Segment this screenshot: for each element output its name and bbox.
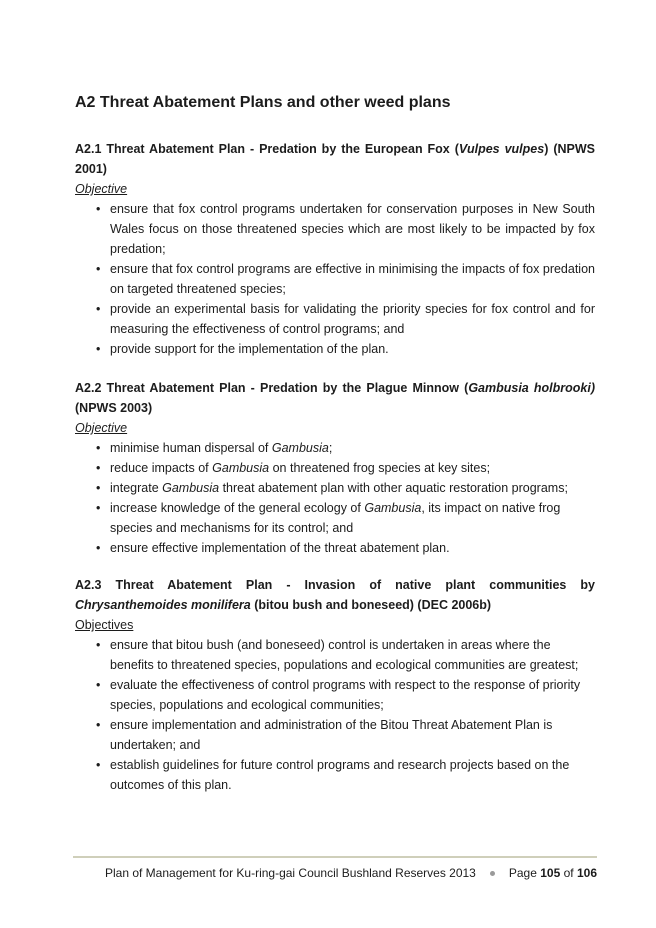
bullet-item bbox=[75, 339, 595, 359]
heading-text: (NPWS 2003) bbox=[75, 401, 153, 415]
species-name: Vulpes vulpes bbox=[458, 142, 545, 156]
bullet-item bbox=[75, 199, 595, 259]
bullet-text: ensure that bitou bush (and boneseed) control is undertaken in areas where the benefits to threatened species, populations and ecological communities are greatest; bbox=[110, 638, 579, 672]
bullet-text: evaluate the effectiveness of control programs with respect to the response of priority species, populations and ecological communities; bbox=[110, 678, 581, 712]
bullet-item bbox=[75, 478, 595, 498]
heading-text: (bitou bush and boneseed) (DEC 2006b) bbox=[250, 598, 492, 612]
page-label: Page bbox=[508, 866, 537, 880]
heading-text: A2.2 Threat Abatement Plan - Predation by the Plague Minnow ( bbox=[75, 381, 469, 395]
species-name: Gambusia bbox=[364, 501, 422, 515]
bullet-text: minimise human dispersal of bbox=[110, 441, 272, 455]
section-a2-1 bbox=[75, 139, 595, 359]
document-title: A2 Threat Abatement Plans and other weed plans bbox=[75, 94, 451, 111]
footer-source-text: Plan of Management for Ku-ring-gai Council Bushland Reserves 2013 bbox=[104, 866, 476, 880]
bullet-text: , its impact on native frog species and mechanisms for its control; and bbox=[110, 501, 561, 535]
bullet-item bbox=[75, 259, 595, 299]
section-a2-2-heading bbox=[75, 378, 595, 418]
bullet-item bbox=[75, 299, 595, 339]
page-indicator bbox=[509, 865, 597, 881]
species-name: Gambusia bbox=[271, 441, 329, 455]
bullet-text: ; bbox=[328, 441, 333, 455]
bullet-item bbox=[75, 755, 595, 795]
bullet-text: ensure implementation and administration of the Bitou Threat Abatement Plan is undertaken; and bbox=[110, 718, 553, 752]
bullet-item bbox=[75, 538, 595, 558]
footer-text-row bbox=[73, 858, 597, 881]
page-number: 105 bbox=[540, 866, 561, 880]
heading-text: A2.3 Threat Abatement Plan - Invasion of native plant communities by bbox=[75, 578, 595, 592]
section-a2-2 bbox=[75, 378, 595, 558]
species-name: Gambusia holbrooki) bbox=[468, 381, 595, 395]
heading-text: ) (NPWS 2001) bbox=[75, 142, 595, 176]
bullet-text: ensure that fox control programs are effective in minimising the impacts of fox predation on targeted threatened species; bbox=[110, 262, 595, 296]
bullet-text: ensure that fox control programs undertaken for conservation purposes in New South Wales focus on those threatened species which are most likely to be impacted by fox predation; bbox=[110, 202, 595, 256]
bullet-text: on threatened frog species at key sites; bbox=[269, 461, 491, 475]
bullet-text: provide an experimental basis for validating the priority species for fox control and for measuring the effectiveness of control programs; and bbox=[110, 302, 595, 336]
bullet-item bbox=[75, 675, 595, 715]
bullet-text: threat abatement plan with other aquatic restoration programs; bbox=[219, 481, 568, 495]
bullet-text: establish guidelines for future control programs and research projects based on the outcomes of this plan. bbox=[110, 758, 570, 792]
bullet-text: increase knowledge of the general ecology of bbox=[110, 501, 365, 515]
bullet-text: ensure effective implementation of the threat abatement plan. bbox=[110, 541, 450, 555]
heading-text: A2.1 Threat Abatement Plan - Predation by the European Fox ( bbox=[75, 142, 459, 156]
of-label: of bbox=[563, 866, 574, 880]
bullet-item bbox=[75, 715, 595, 755]
page-total: 106 bbox=[576, 866, 597, 880]
bullet-item bbox=[75, 438, 595, 458]
species-name: Gambusia bbox=[212, 461, 270, 475]
dot-separator-icon bbox=[490, 871, 495, 876]
bullet-text: reduce impacts of bbox=[110, 461, 213, 475]
species-name: Chrysanthemoides monilifera bbox=[75, 598, 251, 612]
bullet-text: integrate bbox=[110, 481, 163, 495]
species-name: Gambusia bbox=[162, 481, 220, 495]
section-a2-3-heading bbox=[75, 575, 595, 615]
section-a2-3 bbox=[75, 575, 595, 795]
objective-label: Objectives bbox=[75, 618, 134, 632]
bullet-list bbox=[75, 199, 595, 359]
bullet-text: provide support for the implementation of the plan. bbox=[110, 342, 389, 356]
bullet-list bbox=[75, 438, 595, 558]
bullet-item bbox=[75, 635, 595, 675]
bullet-list bbox=[75, 635, 595, 795]
objective-label: Objective bbox=[75, 182, 128, 196]
bullet-item bbox=[75, 498, 595, 538]
objective-label: Objective bbox=[75, 421, 128, 435]
section-a2-1-heading bbox=[75, 139, 595, 179]
page-footer bbox=[73, 856, 597, 881]
bullet-item bbox=[75, 458, 595, 478]
